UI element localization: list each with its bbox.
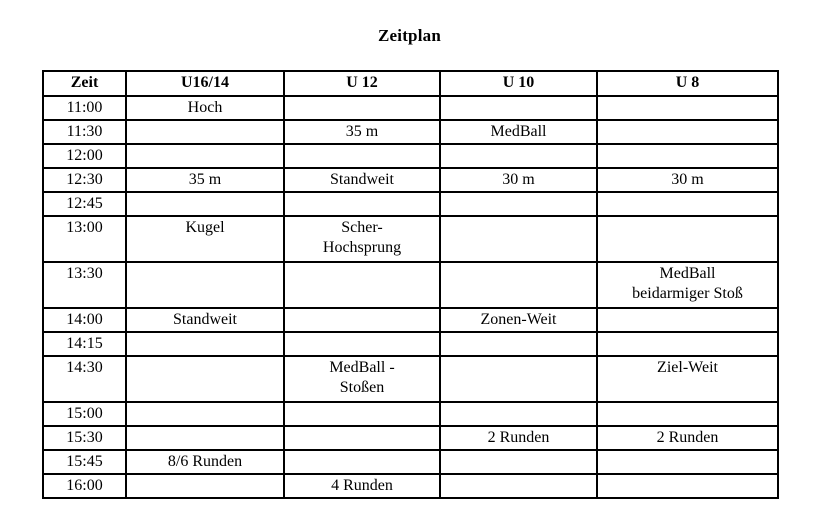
time-cell: 16:00 xyxy=(43,474,126,498)
schedule-row xyxy=(43,474,778,498)
event-cell: 35 m xyxy=(284,120,440,144)
event-cell xyxy=(597,402,778,426)
event-cell xyxy=(284,450,440,474)
event-cell xyxy=(284,262,440,308)
event-cell xyxy=(597,96,778,120)
event-cell xyxy=(440,262,597,308)
header-row xyxy=(43,71,778,96)
column-header-u12: U 12 xyxy=(284,71,440,96)
time-cell: 14:30 xyxy=(43,356,126,402)
event-cell xyxy=(597,332,778,356)
time-cell: 14:00 xyxy=(43,308,126,332)
event-cell: MedBall xyxy=(440,120,597,144)
schedule-row xyxy=(43,96,778,120)
schedule-row xyxy=(43,332,778,356)
time-cell: 11:30 xyxy=(43,120,126,144)
event-cell: Standweit xyxy=(126,308,284,332)
time-cell: 15:30 xyxy=(43,426,126,450)
event-cell xyxy=(597,308,778,332)
event-cell xyxy=(597,474,778,498)
event-cell xyxy=(126,356,284,402)
event-cell xyxy=(126,192,284,216)
schedule-row xyxy=(43,308,778,332)
column-header-u16-14: U16/14 xyxy=(126,71,284,96)
event-cell xyxy=(284,402,440,426)
schedule-row xyxy=(43,426,778,450)
event-cell: 8/6 Runden xyxy=(126,450,284,474)
schedule-row xyxy=(43,450,778,474)
event-cell xyxy=(284,308,440,332)
event-cell: Scher- Hochsprung xyxy=(284,216,440,262)
schedule-table xyxy=(42,70,779,499)
event-cell: Hoch xyxy=(126,96,284,120)
column-header-u8: U 8 xyxy=(597,71,778,96)
event-cell xyxy=(597,144,778,168)
time-cell: 13:00 xyxy=(43,216,126,262)
event-cell xyxy=(126,144,284,168)
event-cell xyxy=(440,332,597,356)
time-cell: 12:00 xyxy=(43,144,126,168)
schedule-body xyxy=(43,96,778,498)
page-title: Zeitplan xyxy=(377,26,441,45)
schedule-row xyxy=(43,144,778,168)
schedule-row xyxy=(43,216,778,262)
event-cell xyxy=(126,426,284,450)
event-cell xyxy=(597,450,778,474)
event-cell xyxy=(126,120,284,144)
event-cell: Kugel xyxy=(126,216,284,262)
event-cell xyxy=(440,450,597,474)
time-cell: 12:30 xyxy=(43,168,126,192)
schedule-row xyxy=(43,120,778,144)
event-cell: Standweit xyxy=(284,168,440,192)
event-cell: MedBall - Stoßen xyxy=(284,356,440,402)
event-cell: Zonen-Weit xyxy=(440,308,597,332)
event-cell: 2 Runden xyxy=(440,426,597,450)
event-cell: MedBall beidarmiger Stoß xyxy=(597,262,778,308)
event-cell xyxy=(597,120,778,144)
event-cell xyxy=(440,474,597,498)
event-cell xyxy=(440,216,597,262)
event-cell xyxy=(126,474,284,498)
event-cell xyxy=(126,262,284,308)
event-cell xyxy=(126,332,284,356)
schedule-row xyxy=(43,356,778,402)
event-cell: Ziel-Weit xyxy=(597,356,778,402)
time-cell: 15:00 xyxy=(43,402,126,426)
schedule-row xyxy=(43,262,778,308)
event-cell xyxy=(440,144,597,168)
event-cell xyxy=(440,192,597,216)
time-cell: 14:15 xyxy=(43,332,126,356)
column-header-u10: U 10 xyxy=(440,71,597,96)
time-cell: 12:45 xyxy=(43,192,126,216)
schedule-row xyxy=(43,192,778,216)
time-cell: 15:45 xyxy=(43,450,126,474)
schedule-row xyxy=(43,402,778,426)
event-cell xyxy=(126,402,284,426)
schedule-row xyxy=(43,168,778,192)
column-header-zeit: Zeit xyxy=(43,71,126,96)
event-cell xyxy=(284,426,440,450)
event-cell xyxy=(284,192,440,216)
event-cell: 2 Runden xyxy=(597,426,778,450)
event-cell: 35 m xyxy=(126,168,284,192)
event-cell xyxy=(284,144,440,168)
event-cell xyxy=(284,332,440,356)
event-cell xyxy=(284,96,440,120)
event-cell: 30 m xyxy=(440,168,597,192)
event-cell xyxy=(597,192,778,216)
event-cell xyxy=(440,402,597,426)
event-cell: 4 Runden xyxy=(284,474,440,498)
event-cell xyxy=(440,356,597,402)
time-cell: 11:00 xyxy=(43,96,126,120)
event-cell xyxy=(597,216,778,262)
event-cell xyxy=(440,96,597,120)
time-cell: 13:30 xyxy=(43,262,126,308)
event-cell: 30 m xyxy=(597,168,778,192)
